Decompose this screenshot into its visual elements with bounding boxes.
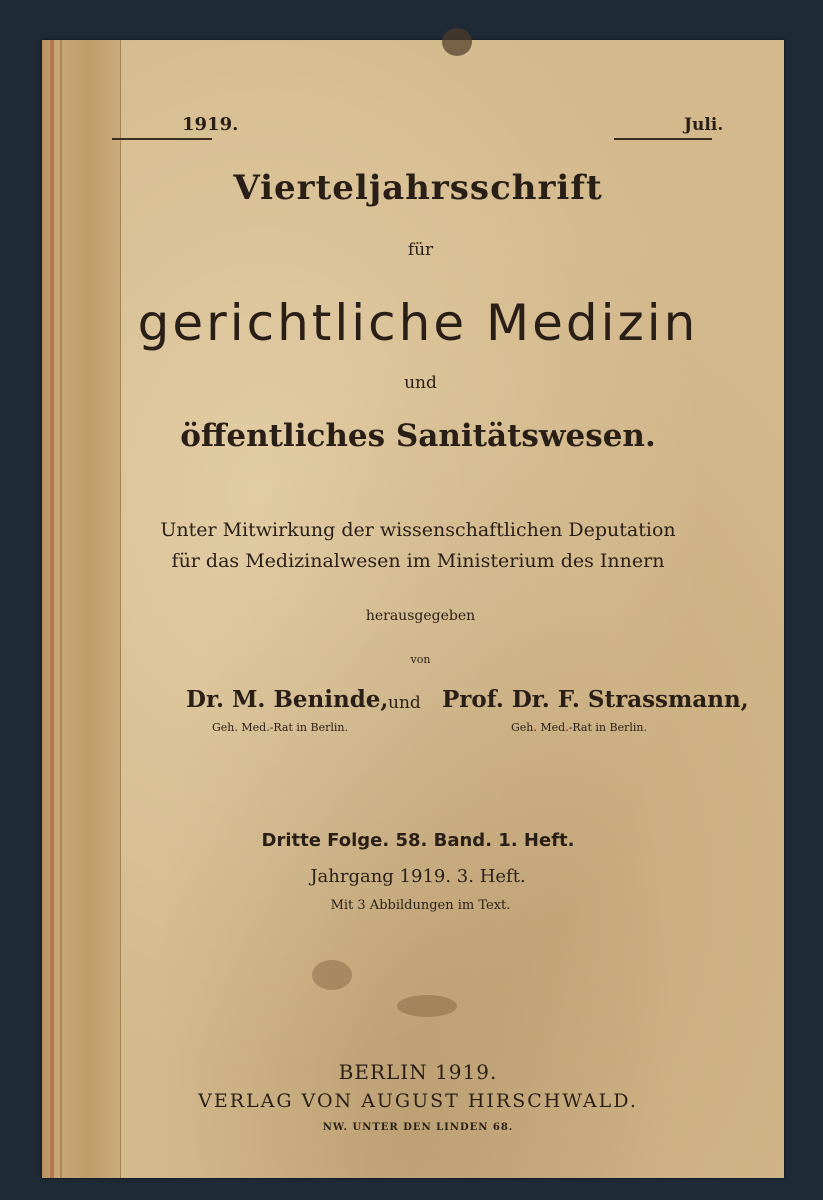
imprint-publisher: VERLAG VON AUGUST HIRSCHWALD. [198,1090,638,1112]
imprint-place-year: BERLIN 1919. [338,1060,498,1084]
journal-cover [42,40,784,1178]
journal-title: Vierteljahrsschrift [233,168,603,208]
cooperation-line-1: Unter Mitwirkung der wissenschaftlichen Deputation [160,519,676,541]
title-connector-and: und [404,373,437,393]
editors-label: herausgegeben [365,608,476,624]
cooperation-line-2: für das Medizinalwesen im Ministerium des Innern [171,550,665,572]
title-connector-for: für [407,240,434,260]
issue-year: 1919. [182,114,239,135]
journal-subject-2: öffentliches Sanitätswesen. [180,418,656,454]
year-underline [112,138,212,140]
editors-by: von [410,653,431,666]
paper-stain [442,28,472,56]
imprint-address: NW. UNTER DEN LINDEN 68. [322,1122,514,1133]
month-underline [614,138,712,140]
issue-series: Dritte Folge. 58. Band. 1. Heft. [261,830,575,851]
editor-1-name: Dr. M. Beninde, [186,686,389,713]
journal-subject: gerichtliche Medizin [137,294,699,352]
issue-illustrations: Mit 3 Abbildungen im Text. [330,898,511,913]
editor-1-title: Geh. Med.-Rat in Berlin. [212,721,348,734]
paper-stain [312,960,352,990]
editor-2-name: Prof. Dr. F. Strassmann, [442,686,749,713]
issue-volume: Jahrgang 1919. 3. Heft. [310,866,526,887]
editor-2-title: Geh. Med.-Rat in Berlin. [511,721,647,734]
issue-month: Juli. [684,115,724,135]
paper-stain [397,995,457,1017]
editors-connector: und [388,693,421,713]
